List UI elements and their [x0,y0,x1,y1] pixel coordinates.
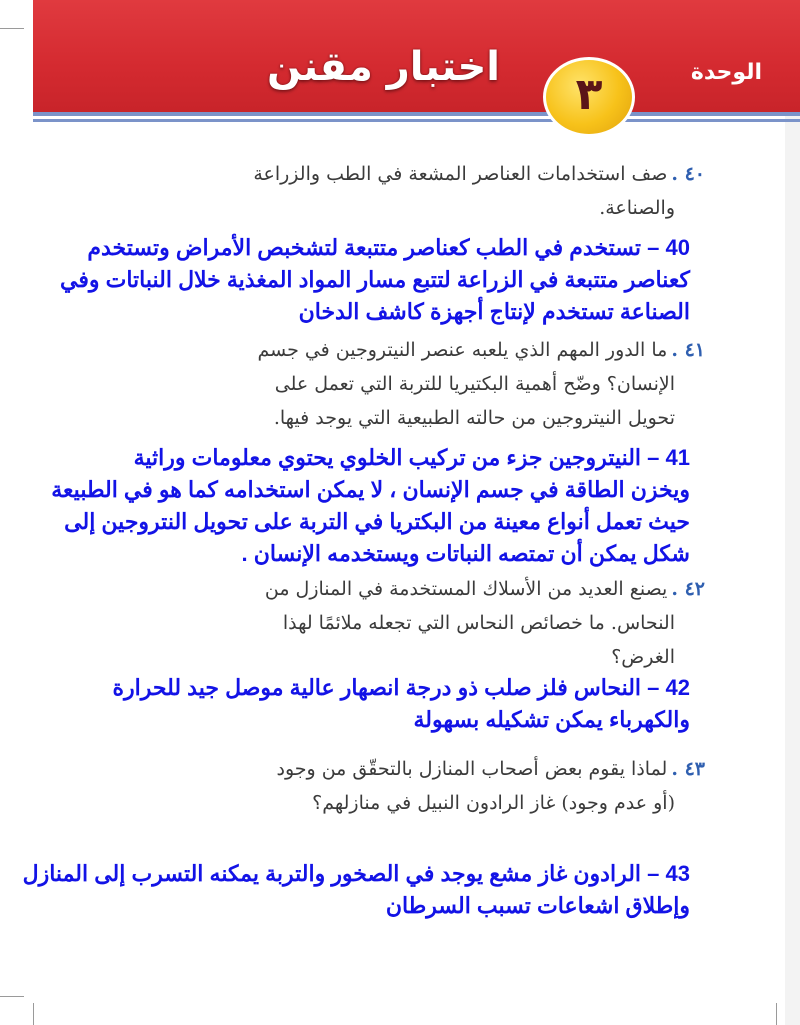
unit-label: الوحدة [690,60,762,85]
answer-43 [10,858,690,922]
crop-mark [0,28,24,29]
header-rule [33,119,800,122]
question-line: ٤٠ .صف استخدامات العناصر المشعة في الطب والزراعة [253,163,705,185]
question-line: ٤٢ .يصنع العديد من الأسلاك المستخدمة في المنازل من [264,578,705,600]
crop-mark [0,996,24,997]
answer-41 [10,442,690,570]
answer-line: والكهرباء يمكن تشكيله بسهولة [413,707,690,732]
question-number: ٤١ . [671,339,705,361]
answer-line: 43 – الرادون غاز مشع يوجد في الصخور والتربة يمكنه التسرب إلى المنازل [22,861,690,886]
crop-mark [776,1003,777,1025]
answer-line: حيث تعمل أنواع معينة من البكتريا في التربة على تحويل النتروجين إلى [64,509,690,534]
page-title: اختبار مقنن [266,44,500,90]
question-line: ٤١ .ما الدور المهم الذي يلعبه عنصر النيتروجين في جسم [257,339,705,361]
answer-line: كعناصر متتبعة في الزراعة لتتبع مسار المواد المغذية خلال النباتات وفي [60,267,690,292]
question-40 [105,157,705,225]
question-line: النحاس. ما خصائص النحاس التي تجعله ملائمًا لهذا [282,612,675,634]
answer-line: وإطلاق اشعاعات تسبب السرطان [385,893,690,918]
question-41 [105,333,705,435]
question-number: ٤٣ . [671,758,705,780]
unit-header [33,0,800,140]
answer-line: شكل يمكن أن تمتصه النباتات ويستخدمه الإنسان . [241,541,690,566]
header-rule [33,112,800,116]
answer-line: 42 – النحاس فلز صلب ذو درجة انصهار عالية موصل جيد للحرارة [112,675,690,700]
answer-line: 41 – النيتروجين جزء من تركيب الخلوي يحتوي معلومات وراثية [133,445,690,470]
question-number: ٤٠ . [671,163,705,185]
question-42 [105,572,705,674]
crop-mark [33,1003,34,1025]
question-line: ٤٣ .لماذا يقوم بعض أصحاب المنازل بالتحقّق من وجود [276,758,705,780]
question-number: ٤٢ . [671,578,705,600]
answer-line: ويخزن الطاقة في جسم الإنسان ، لا يمكن استخدامه كما هو في الطبيعة [51,477,690,502]
question-line: تحويل النيتروجين من حالته الطبيعية التي يوجد فيها. [273,407,675,429]
question-line: الغرض؟ [611,646,675,668]
question-line: (أو عدم وجود) غاز الرادون النبيل في منازلهم؟ [312,792,675,814]
question-line: والصناعة. [599,197,675,219]
answer-42 [50,672,690,736]
question-43 [105,752,705,820]
answer-line: 40 – تستخدم في الطب كعناصر متتبعة لتشخبص الأمراض وتستخدم [87,235,690,260]
crop-mark [785,0,800,1025]
answer-40 [50,232,690,328]
unit-number: ٣ [575,69,603,120]
unit-number-badge [543,57,635,137]
question-line: الإنسان؟ وضّح أهمية البكتيريا للتربة التي تعمل على [274,373,675,395]
answer-line: الصناعة تستخدم لإنتاج أجهزة كاشف الدخان [298,299,690,324]
